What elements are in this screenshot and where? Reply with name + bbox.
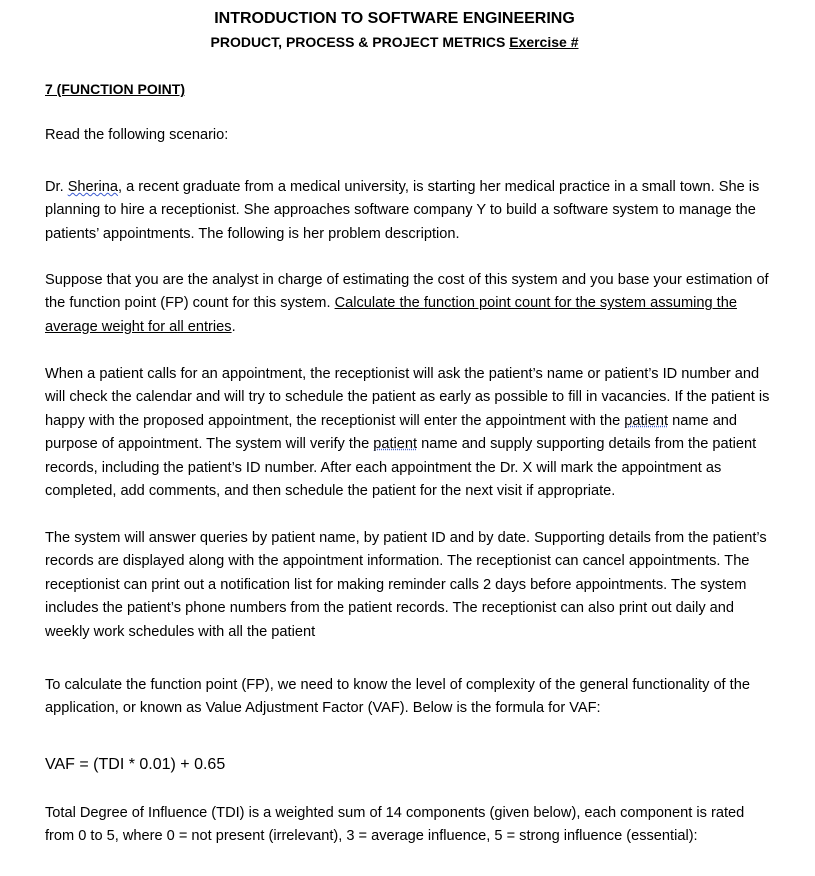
text-run: When a patient calls for an appointment, the receptionist will ask the patient’s name or patient’s ID number and will check the calendar and will try to schedule the patient as early as possible to fill in vacancies. If the patient is happy with the proposed appointment, the receptionist will enter the appointment with the [45, 366, 770, 429]
spellcheck-word: Sherina [67, 179, 119, 195]
text-run: Suppose that you are the analyst in charge of estimating the cost of this system and you base your estimation of the function point (FP) count for this system. [45, 272, 769, 312]
vaf-formula: VAF = (TDI * 0.01) + 0.65 [45, 756, 226, 773]
vaf-intro-paragraph: To calculate the function point (FP), we need to know the level of complexity of the general functionality of the application, or known as Value Adjustment Factor (VAF). Below is the formula for VAF: [45, 677, 750, 717]
scenario-paragraph-3 [45, 363, 775, 503]
text-run: , a recent graduate from a medical university, is starting her medical practice in a small town. She is planning to hire a receptionist. She approaches software company Y to build a software system to manage the patients’ appointments. The following is her problem description. [45, 179, 760, 242]
text-run: name and purpose of appointment. The system will verify the [45, 412, 738, 453]
intro-paragraph: Read the following scenario: [45, 127, 229, 143]
subtitle-text: PRODUCT, PROCESS & PROJECT METRICS [210, 34, 510, 50]
document-subtitle [0, 34, 789, 50]
text-run: . [231, 318, 236, 335]
task-statement: Calculate the function point count for the system assuming the average weight for all entries [45, 295, 737, 335]
scenario-paragraph-1 [45, 176, 775, 246]
tdi-paragraph: Total Degree of Influence (TDI) is a weighted sum of 14 components (given below), each component is rated from 0 to 5, where 0 = not present (irrelevant), 3 = average influence, 5 = strong influence (essential): [45, 805, 745, 845]
text-run: Dr. [45, 179, 68, 195]
text-run: name and supply supporting details from the patient records, including the patient’s ID number. After each appointment the Dr. X will mark the appointment as completed, add comments, and then schedule the patient for the next visit if appropriate. [45, 436, 757, 500]
scenario-paragraph-4: The system will answer queries by patient name, by patient ID and by date. Supporting details from the patient’s records are displayed along with the appointment information. The receptionist can cancel appointments. The receptionist can print out a notification list for making reminder calls 2 days before appointments. The system includes the patient’s phone numbers from the patient records. The receptionist can also print out daily and weekly work schedules with all the patient [45, 530, 767, 640]
document-title: INTRODUCTION TO SOFTWARE ENGINEERING [214, 10, 575, 27]
section-heading: 7 (FUNCTION POINT) [45, 81, 185, 97]
grammar-word: patient [373, 436, 418, 453]
exercise-label: Exercise # [509, 34, 579, 50]
grammar-word: patient [624, 412, 669, 429]
scenario-paragraph-2 [45, 269, 775, 339]
